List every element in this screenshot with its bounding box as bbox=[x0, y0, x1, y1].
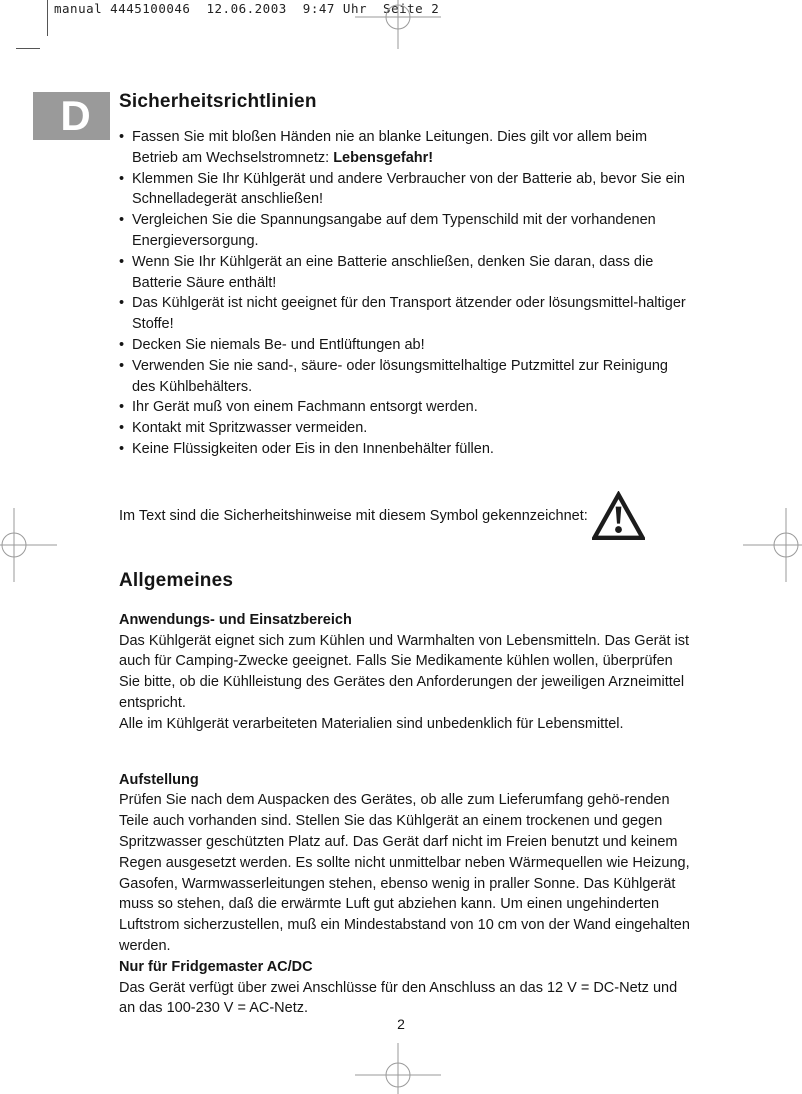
print-header: manual 4445100046 12.06.2003 9:47 Uhr Seite 2 bbox=[54, 1, 440, 16]
warning-triangle-icon bbox=[592, 491, 645, 542]
page-title: Sicherheitsrichtlinien bbox=[119, 91, 317, 112]
bullet-item: • Vergleichen Sie die Spannungsangabe auf dem Typenschild mit der vorhandenen Energieversorgung. bbox=[119, 210, 691, 252]
bullet-item: • Klemmen Sie Ihr Kühlgerät und andere Verbraucher von der Batterie ab, bevor Sie ein Schnelladegerät anschließen! bbox=[119, 169, 691, 211]
bullet-item: • Decken Sie niemals Be- und Entlüftungen ab! bbox=[119, 335, 691, 356]
crop-mark-horizontal bbox=[16, 48, 40, 49]
language-badge: D bbox=[33, 92, 110, 140]
bullet-item: • Fassen Sie mit bloßen Händen nie an blanke Leitungen. Dies gilt vor allem beim Betrieb am Wechselstromnetz: Lebensgefahr! bbox=[119, 127, 691, 169]
symbol-note: Im Text sind die Sicherheitshinweise mit diesem Symbol gekennzeichnet: bbox=[119, 508, 588, 525]
crop-mark-vertical bbox=[47, 0, 48, 36]
paragraph-materials-note: Alle im Kühlgerät verarbeiteten Materialien sind unbedenklich für Lebensmittel. bbox=[119, 715, 624, 732]
registration-mark-right-icon bbox=[741, 508, 802, 582]
subsection-title-aufstellung: Aufstellung bbox=[119, 771, 199, 788]
bullet-item: • Keine Flüssigkeiten oder Eis in den Innenbehälter füllen. bbox=[119, 439, 691, 460]
symbol-note-row bbox=[119, 491, 691, 542]
registration-mark-top-icon bbox=[353, 0, 443, 54]
page-number: 2 bbox=[397, 1016, 405, 1032]
registration-mark-bottom-icon bbox=[353, 1038, 443, 1094]
bullet-item: • Ihr Gerät muß von einem Fachmann entsorgt werden. bbox=[119, 397, 691, 418]
subsection-title-fridgemaster: Nur für Fridgemaster AC/DC bbox=[119, 958, 313, 975]
bullet-item: • Wenn Sie Ihr Kühlgerät an eine Batterie anschließen, denken Sie daran, dass die Batterie Säure enthält! bbox=[119, 252, 691, 294]
section-heading-allgemeines: Allgemeines bbox=[119, 569, 234, 591]
paragraph-aufstellung: Prüfen Sie nach dem Auspacken des Gerätes, ob alle zum Lieferumfang gehö-renden Teile auch vorhanden sind. Stellen Sie das Kühlgerät an einem trockenen und gegen Spritzwasser geschützten Platz auf. Das Gerät darf nicht im Freien benutzt und keinem Regen ausgesetzt werden. Es sollte nicht unmittelbar neben Wärmequellen wie Heizung, Gasofen, Warmwasserleitungen stehen, ebenso wenig in praller Sonne. Das Kühlgerät muss so stehen, daß die erwärmte Luft gut abziehen kann. Um einen ungehinderten Luftstrom sicherzustellen, muß ein Mindestabstand von 10 cm von der Wand eingehalten werden. bbox=[119, 792, 690, 954]
paragraph-anwendung: Das Kühlgerät eignet sich zum Kühlen und Warmhalten von Lebensmitteln. Das Gerät ist auch für Camping-Zwecke geeignet. Falls Sie Medikamente kühlen wollen, überprüfen Sie bitte, ob die Kühlleistung des Gerätes den Anforderungen der jeweiligen Arzneimittel entspricht. bbox=[119, 632, 690, 711]
subsection-title-anwendung: Anwendungs- und Einsatzbereich bbox=[119, 611, 352, 628]
safety-bullet-list bbox=[119, 127, 691, 460]
bullet-bold-text: Lebensgefahr! bbox=[333, 149, 434, 166]
bullet-item: • Das Kühlgerät ist nicht geeignet für den Transport ätzender oder lösungsmittel-haltiger Stoffe! bbox=[119, 293, 691, 335]
registration-mark-left-icon bbox=[0, 508, 59, 582]
bullet-item: • Verwenden Sie nie sand-, säure- oder lösungsmittelhaltige Putzmittel zur Reinigung des Kühlbehälters. bbox=[119, 356, 691, 398]
content-column bbox=[119, 90, 691, 1019]
bullet-item: • Kontakt mit Spritzwasser vermeiden. bbox=[119, 418, 691, 439]
paragraph-fridgemaster: Das Gerät verfügt über zwei Anschlüsse für den Anschluss an das 12 V = DC-Netz und an das 100-230 V = AC-Netz. bbox=[119, 979, 678, 1017]
